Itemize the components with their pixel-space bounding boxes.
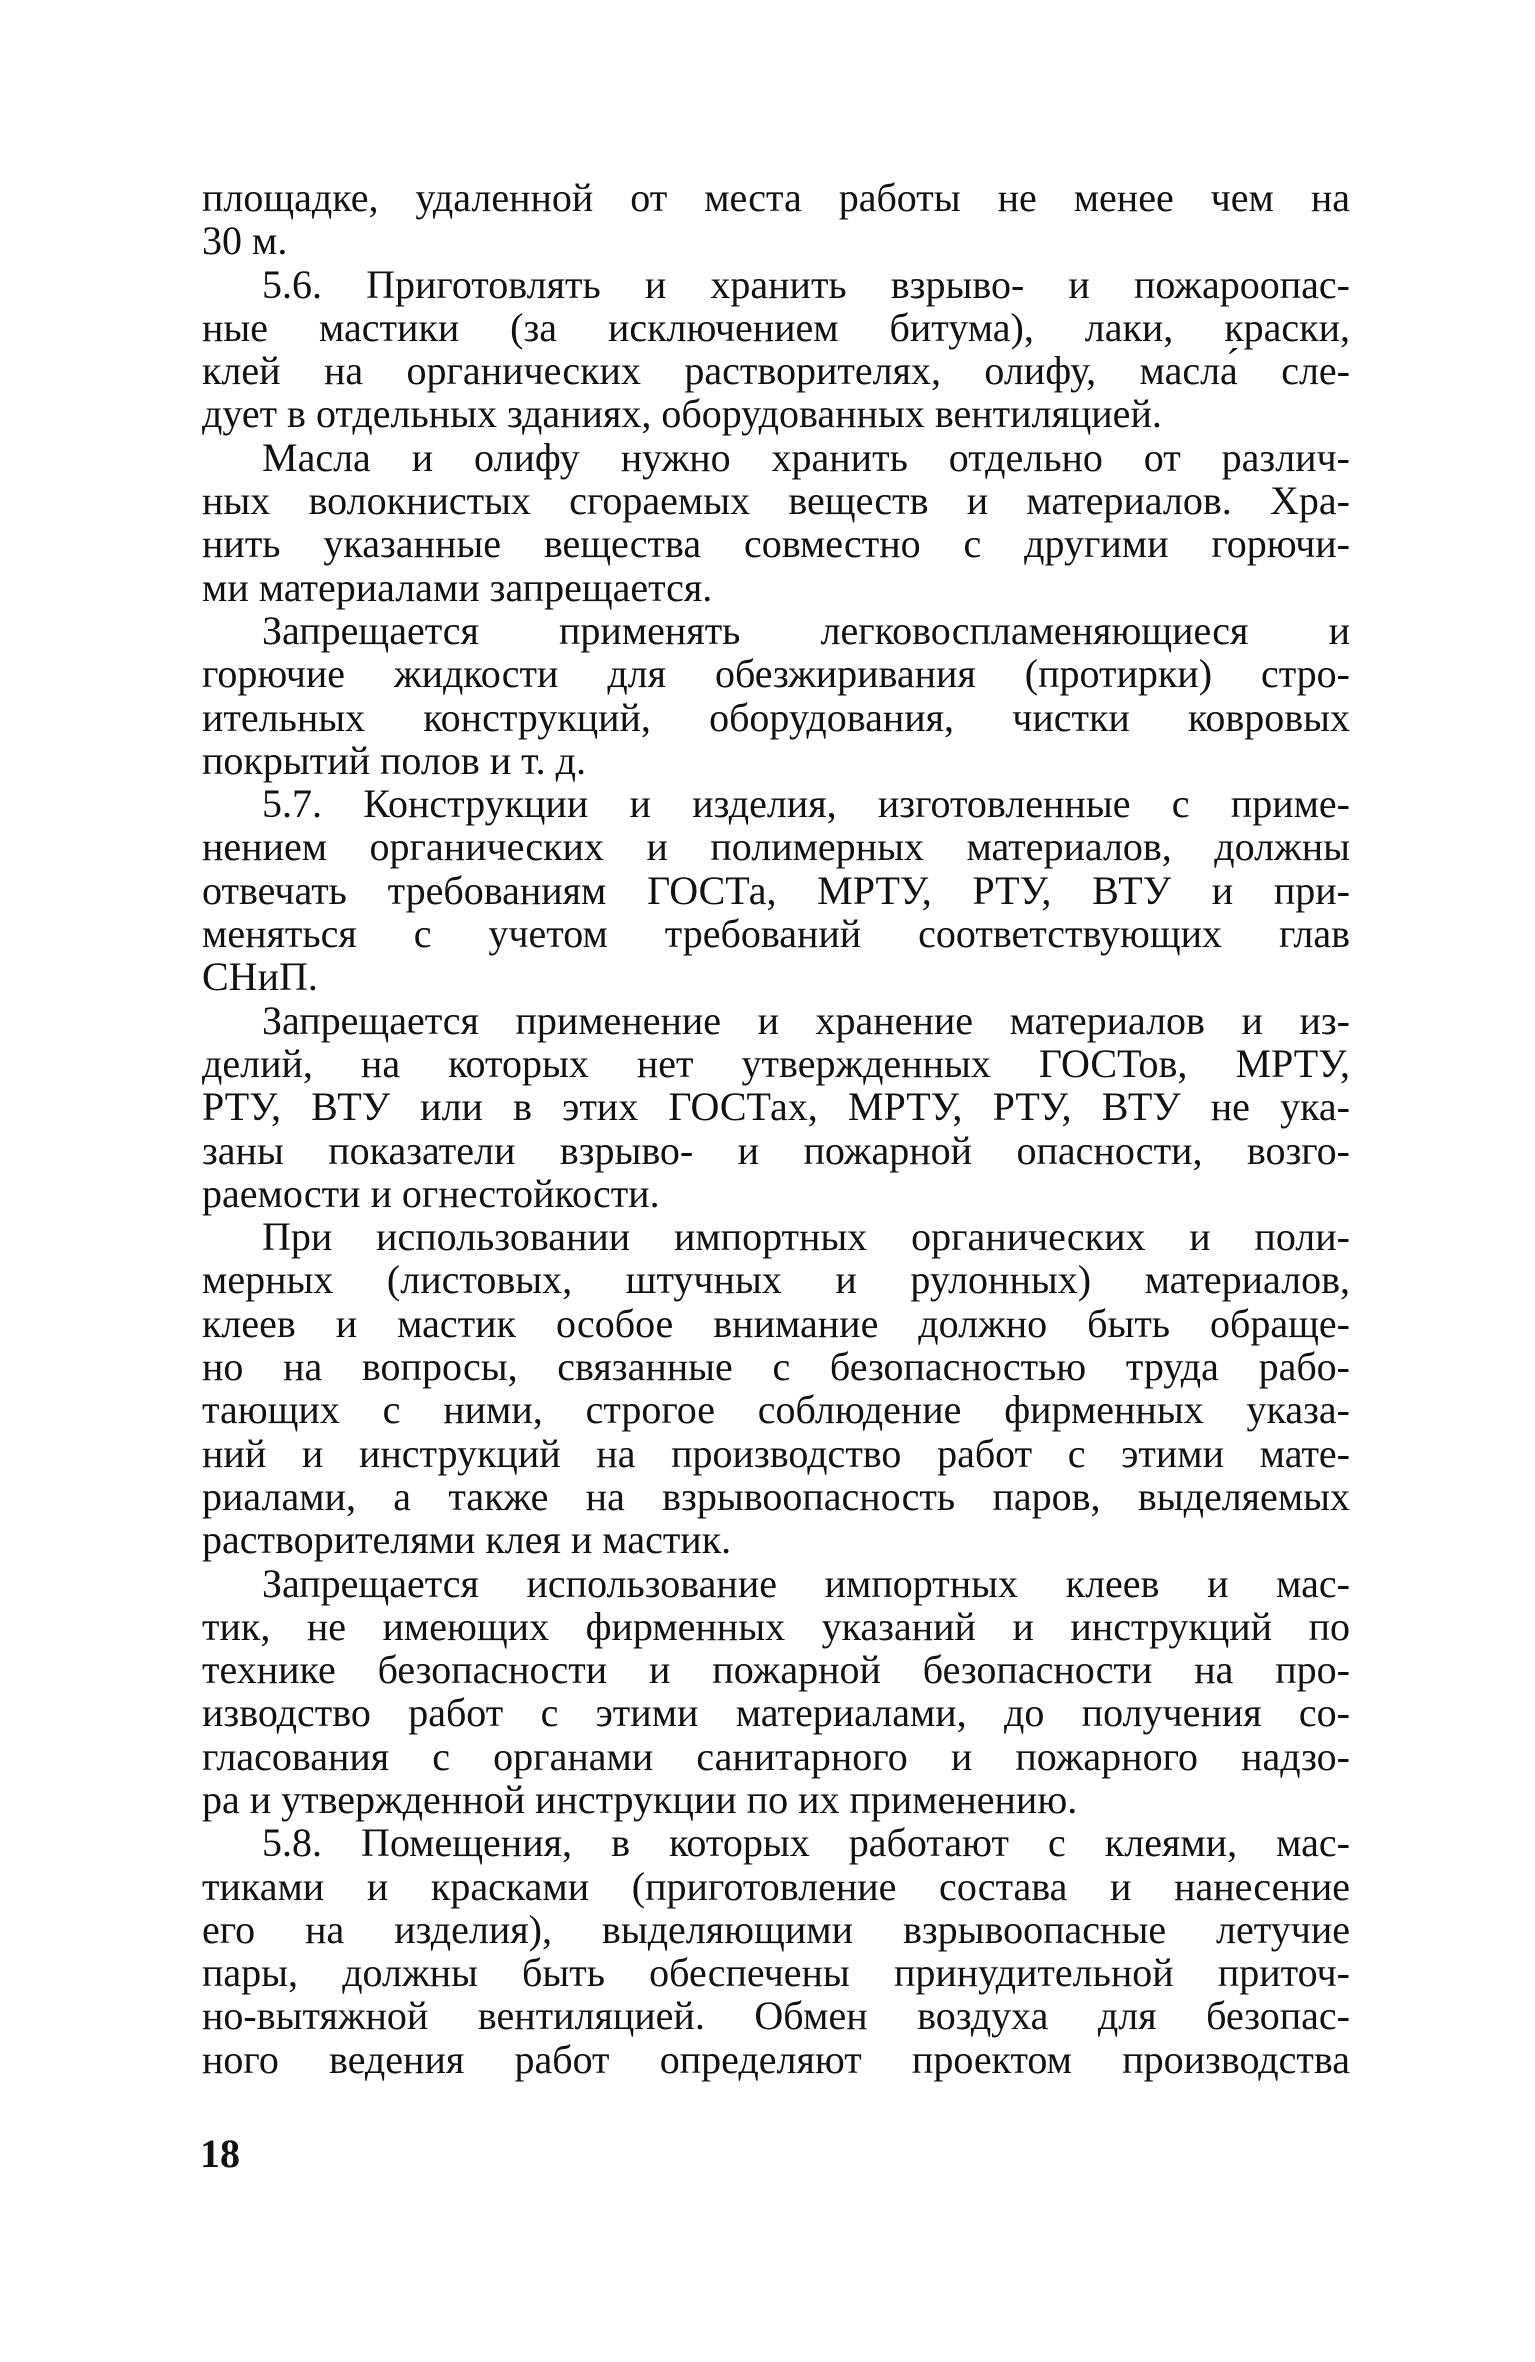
text-line: но на вопросы, связанные с безопасностью труда рабо- <box>202 1344 1350 1390</box>
text-line: 30 м. <box>202 218 288 264</box>
text-line: ные мастики (за исключением битума), лаки, краски, <box>202 304 1350 350</box>
text-line: 5.7. Конструкции и изделия, изготовленные с приме- <box>262 781 1350 827</box>
body-text <box>202 176 1350 2081</box>
text-line: изводство работ с этими материалами, до получения со- <box>202 1690 1350 1736</box>
text-line: покрытий полов и т. д. <box>202 737 586 783</box>
text-line: гласования с органами санитарного и пожарного надзо- <box>202 1733 1350 1779</box>
text-line: РТУ, ВТУ или в этих ГОСТах, МРТУ, РТУ, ВТУ не ука- <box>202 1084 1350 1130</box>
text-line: растворителями клея и мастик. <box>202 1517 732 1563</box>
text-line: 5.6. Приготовлять и хранить взрыво- и пожароопас- <box>262 261 1350 307</box>
text-line: клеев и мастик особое внимание должно быть обраще- <box>202 1300 1350 1346</box>
text-line: тающих с ними, строгое соблюдение фирменных указа- <box>202 1387 1350 1433</box>
text-line: риалами, а также на взрывоопасность паров, выделяемых <box>202 1473 1350 1519</box>
text-line: ных волокнистых сгораемых веществ и материалов. Хра- <box>202 478 1350 524</box>
text-line: заны показатели взрыво- и пожарной опасности, возго- <box>202 1127 1350 1173</box>
text-line: При использовании импортных органических и поли- <box>262 1214 1350 1260</box>
text-line: дует в отдельных зданиях, оборудованных вентиляцией. <box>202 391 1162 437</box>
page-number: 18 <box>200 2131 240 2176</box>
text-line: раемости и огнестойкости. <box>202 1170 660 1216</box>
text-line: тик, не имеющих фирменных указаний и инструкций по <box>202 1603 1350 1649</box>
text-line: технике безопасности и пожарной безопасности на про- <box>202 1647 1350 1693</box>
text-line: его на изделия), выделяющими взрывоопасные летучие <box>202 1906 1350 1952</box>
text-line: площадке, удаленной от места работы не менее чем на <box>202 175 1350 220</box>
text-line: 5.8. Помещения, в которых работают с клеями, мас- <box>262 1820 1350 1866</box>
text-line: Запрещается использование импортных клеев и мас- <box>262 1560 1350 1606</box>
text-line: ительных конструкций, оборудования, чистки ковровых <box>202 694 1350 740</box>
text-line: меняться с учетом требований соответствующих глав <box>202 911 1350 957</box>
text-line: нить указанные вещества совместно с другими горючи- <box>202 521 1350 567</box>
text-line: но-вытяжной вентиляцией. Обмен воздуха для безопас- <box>202 1993 1350 2039</box>
text-line: пары, должны быть обеспечены принудительной приточ- <box>202 1950 1350 1996</box>
text-line: ми материалами запрещается. <box>202 564 713 610</box>
text-line: ний и инструкций на производство работ с этими мате- <box>202 1430 1350 1476</box>
text-line: тиками и красками (приготовление состава и нанесение <box>202 1863 1350 1909</box>
text-line: Запрещается применение и хранение материалов и из- <box>262 997 1350 1043</box>
text-line: отвечать требованиям ГОСТа, МРТУ, РТУ, ВТУ и при- <box>202 867 1350 913</box>
text-line: мерных (листовых, штучных и рулонных) материалов, <box>202 1257 1350 1303</box>
text-line: ного ведения работ определяют проектом производства <box>202 2036 1350 2082</box>
text-line: ра и утвержденной инструкции по их применению. <box>202 1776 1078 1822</box>
text-line: Запрещается применять легковоспламеняющиеся и <box>262 607 1350 653</box>
text-line: Масла и олифу нужно хранить отдельно от различ- <box>262 434 1350 480</box>
text-line: клей на органических растворителях, олифу, масла́ сле- <box>202 348 1350 394</box>
text-line: горючие жидкости для обезжиривания (протирки) стро- <box>202 651 1350 697</box>
text-line: СНиП. <box>202 954 318 1000</box>
text-line: нением органических и полимерных материалов, должны <box>202 824 1350 870</box>
text-line: делий, на которых нет утвержденных ГОСТов, МРТУ, <box>202 1040 1350 1086</box>
